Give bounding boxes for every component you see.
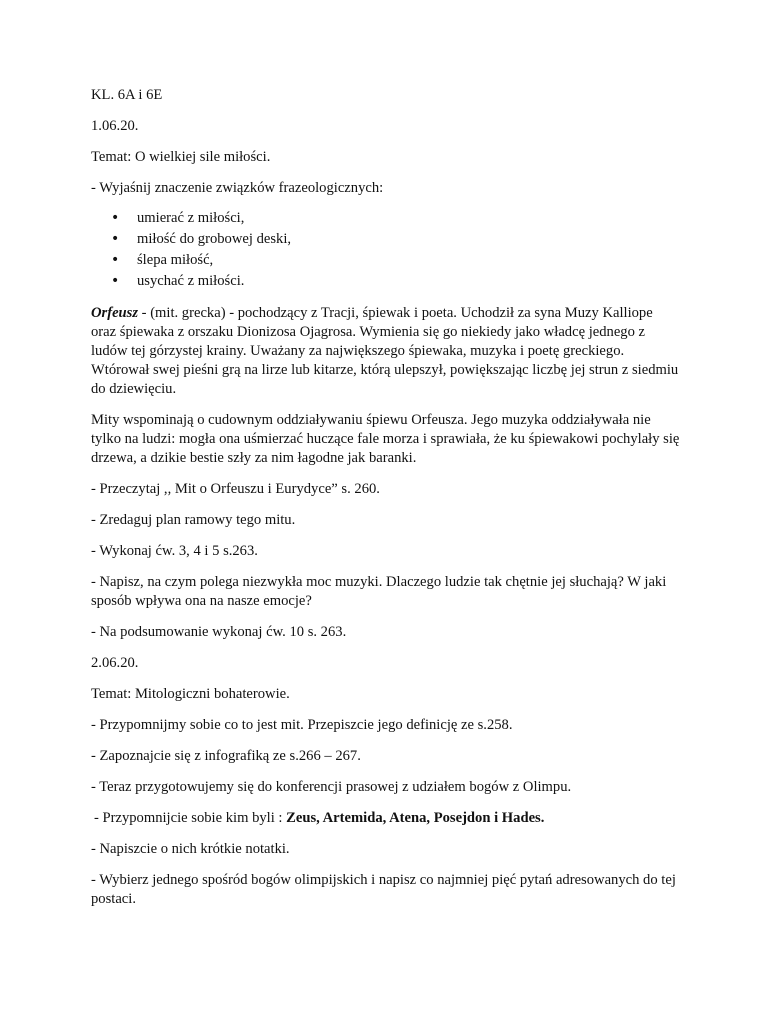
lesson1-task: - Napisz, na czym polega niezwykła moc muzyki. Dlaczego ludzie tak chętnie jej słuchają? W jaki sposób wpływa ona na nasze emocje? xyxy=(91,574,667,609)
lesson2-task: - Napiszcie o nich krótkie notatki. xyxy=(91,841,290,857)
bullet-icon: • xyxy=(111,252,120,268)
orpheus-description: - (mit. grecka) - pochodzący z Tracji, śpiewak i poeta. Uchodził za syna Muzy Kalliope oraz śpiewaka z orszaku Dionizosa Ojagrosa. Wymienia się go niekiedy jako władcę jednego z ludów tej górzystej krainy. Uważany za największego śpiewaka, muzyka i poetę greckiego. Wtórował swej pieśni grą na lirze lub kitarze, którą ulepszył, powiększając liczbę jej strun z siedmiu do dziewięciu. xyxy=(91,305,679,397)
list-item xyxy=(91,208,681,229)
phrase-text: ślepa miłość, xyxy=(137,252,214,268)
gods-task xyxy=(91,809,681,828)
gods-names: Zeus, Artemida, Atena, Posejdon i Hades. xyxy=(286,810,545,826)
bullet-icon: • xyxy=(111,273,120,289)
list-item xyxy=(91,271,681,292)
lesson1-date: 1.06.20. xyxy=(91,118,139,134)
lesson2-topic: Temat: Mitologiczni bohaterowie. xyxy=(91,686,290,702)
lesson1-topic: Temat: O wielkiej sile miłości. xyxy=(91,149,271,165)
phrase-text: umierać z miłości, xyxy=(137,210,245,226)
lesson2-task: - Teraz przygotowujemy się do konferencji prasowej z udziałem bogów z Olimpu. xyxy=(91,779,572,795)
lesson2-task: - Przypomnijmy sobie co to jest mit. Przepiszcie jego definicję ze s.258. xyxy=(91,717,513,733)
orpheus-paragraph xyxy=(91,304,681,399)
phrase-list xyxy=(91,208,681,292)
gods-intro: - Przypomnijcie sobie kim byli : xyxy=(94,810,287,826)
lesson2-date: 2.06.20. xyxy=(91,655,139,671)
bullet-icon: • xyxy=(111,231,120,247)
list-item xyxy=(91,229,681,250)
bullet-icon: • xyxy=(111,210,120,226)
document-body xyxy=(91,86,681,921)
phrase-text: usychać z miłości. xyxy=(137,273,245,289)
lesson1-task: - Wykonaj ćw. 3, 4 i 5 s.263. xyxy=(91,543,258,559)
phrase-text: miłość do grobowej deski, xyxy=(137,231,292,247)
lesson1-task-intro: - Wyjaśnij znaczenie związków frazeologicznych: xyxy=(91,180,384,196)
orpheus-name: Orfeusz xyxy=(91,305,139,321)
lesson1-task: - Zredaguj plan ramowy tego mitu. xyxy=(91,512,296,528)
myths-paragraph: Mity wspominają o cudownym oddziaływaniu śpiewu Orfeusza. Jego muzyka oddziaływała nie tylko na ludzi: mogła ona uśmierzać huczące fale morza i sprawiała, że ku śpiewakowi pochylały się drzewa, a dzikie bestie szły za nim łagodne jak baranki. xyxy=(91,412,680,466)
lesson1-task: - Na podsumowanie wykonaj ćw. 10 s. 263. xyxy=(91,624,347,640)
lesson1-task: - Przeczytaj ,, Mit o Orfeuszu i Eurydyce” s. 260. xyxy=(91,481,380,497)
list-item xyxy=(91,250,681,271)
lesson2-task: - Zapoznajcie się z infografiką ze s.266 – 267. xyxy=(91,748,361,764)
class-heading: KL. 6A i 6E xyxy=(91,87,163,103)
lesson2-task: - Wybierz jednego spośród bogów olimpijskich i napisz co najmniej pięć pytań adresowanych do tej postaci. xyxy=(91,872,676,907)
